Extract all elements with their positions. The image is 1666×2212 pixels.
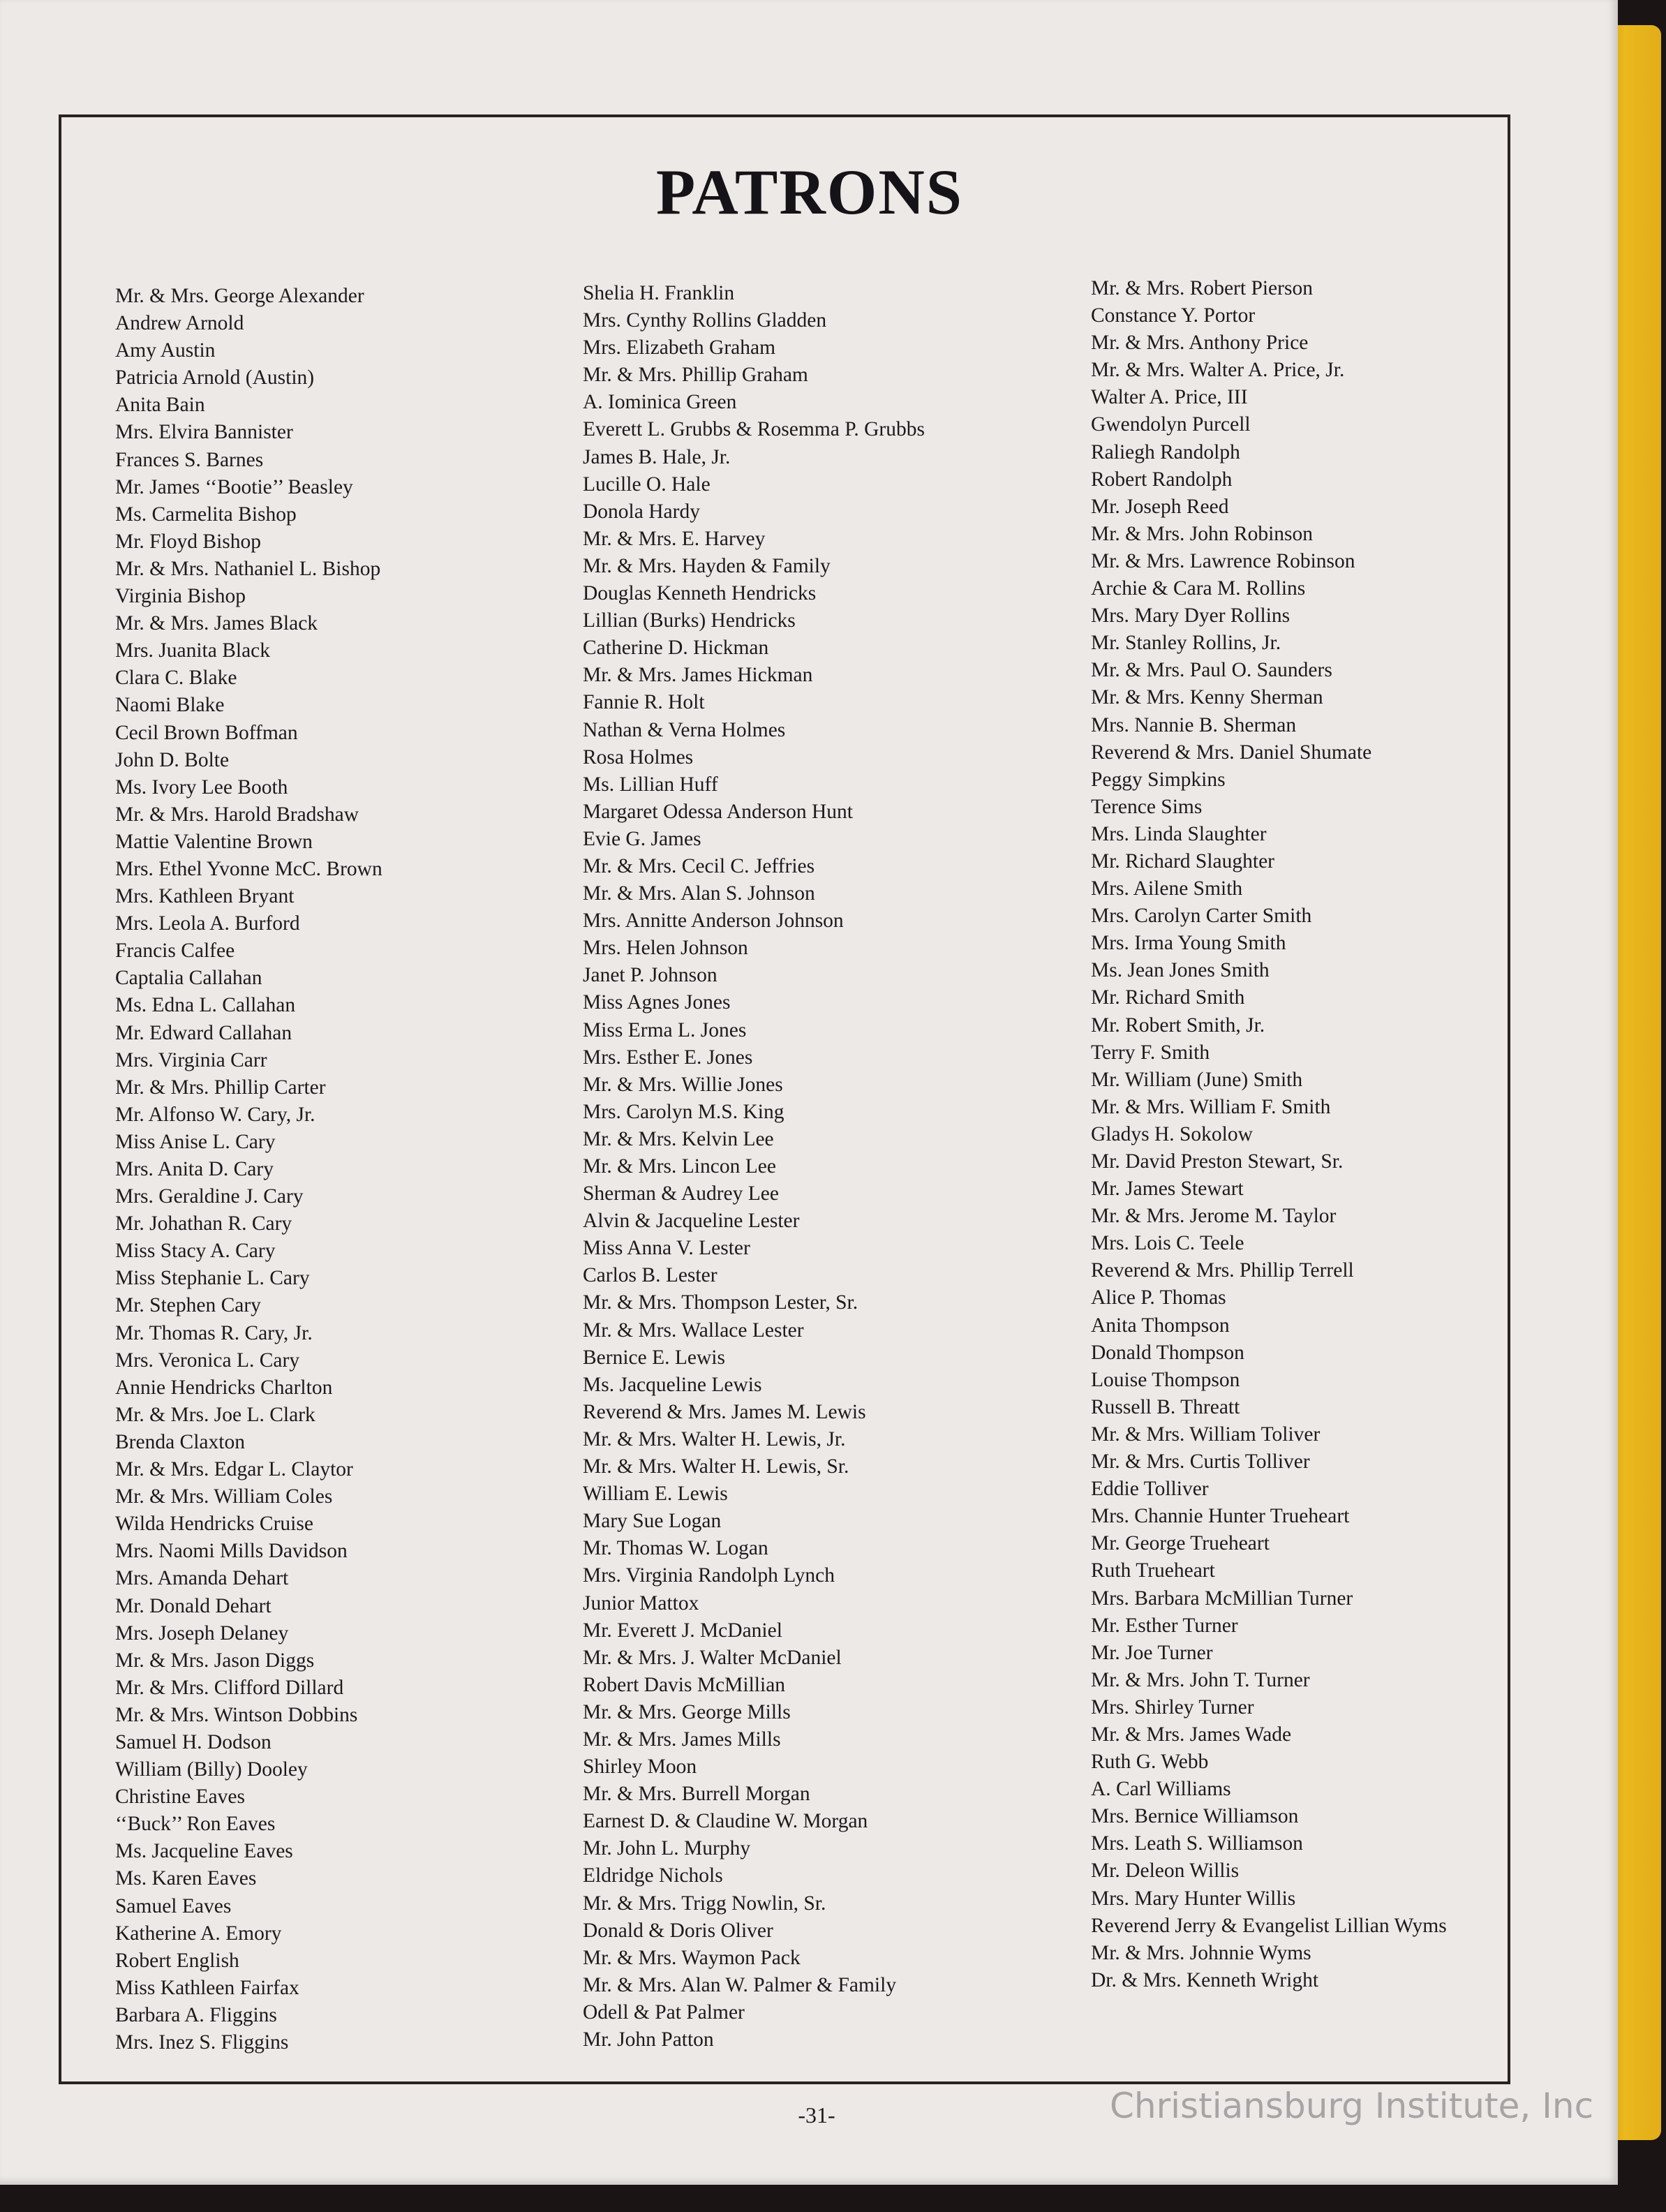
patron-name: Bernice E. Lewis: [583, 1346, 725, 1369]
patron-name: Mrs. Ailene Smith: [1091, 877, 1243, 900]
patron-name: Evie G. James: [583, 827, 701, 850]
patron-name: Mrs. Inez S. Fliggins: [115, 2031, 289, 2054]
patron-name: Mrs. Carolyn M.S. King: [583, 1100, 784, 1123]
patron-name: Earnest D. & Claudine W. Morgan: [583, 1810, 868, 1833]
patron-name: Mr. James Stewart: [1091, 1178, 1244, 1201]
patron-name: Mrs. Lois C. Teele: [1091, 1232, 1244, 1255]
patron-name: Mrs. Kathleen Bryant: [115, 885, 295, 908]
patron-name: Margaret Odessa Anderson Hunt: [583, 800, 853, 823]
patron-name: Mr. & Mrs. William Toliver: [1091, 1423, 1321, 1446]
patron-name: Mrs. Ethel Yvonne McC. Brown: [115, 857, 382, 880]
patron-name: Anita Bain: [115, 394, 205, 417]
patron-name: Brenda Claxton: [115, 1430, 245, 1453]
patron-name: Mrs. Virginia Randolph Lynch: [583, 1564, 835, 1587]
patron-name: Mr. & Mrs. Walter H. Lewis, Sr.: [583, 1455, 849, 1478]
patron-name: Mrs. Naomi Mills Davidson: [115, 1540, 348, 1563]
patron-name: Mr. & Mrs. Trigg Nowlin, Sr.: [583, 1892, 826, 1915]
patron-name: Sherman & Audrey Lee: [583, 1182, 779, 1205]
patron-name: Reverend & Mrs. Phillip Terrell: [1091, 1259, 1354, 1282]
patron-name: Donald & Doris Oliver: [583, 1919, 773, 1942]
patron-name: Mrs. Leola A. Burford: [115, 912, 300, 935]
patron-name: Mrs. Elizabeth Graham: [583, 336, 776, 359]
patron-name: Mrs. Elvira Bannister: [115, 421, 293, 444]
patron-name: Robert Davis McMillian: [583, 1673, 786, 1696]
patron-name: Mr. & Mrs. Paul O. Saunders: [1091, 659, 1332, 682]
patron-name: Archie & Cara M. Rollins: [1091, 577, 1306, 600]
patron-name: Mr. Donald Dehart: [115, 1594, 272, 1617]
patron-column-3: [1091, 275, 1447, 1994]
patron-name: Mr. Joe Turner: [1091, 1641, 1213, 1664]
patron-name: Naomi Blake: [115, 694, 225, 717]
patron-name: Louise Thompson: [1091, 1368, 1240, 1391]
patron-name: Mr. & Mrs. Walter H. Lewis, Jr.: [583, 1427, 846, 1450]
patron-name: Mrs. Mary Dyer Rollins: [1091, 604, 1291, 628]
patron-name: Miss Stacy A. Cary: [115, 1240, 276, 1263]
patron-name: Miss Agnes Jones: [583, 991, 731, 1014]
patron-name: Cecil Brown Boffman: [115, 721, 298, 744]
patron-name: Mrs. Carolyn Carter Smith: [1091, 905, 1312, 928]
patron-name: Miss Stephanie L. Cary: [115, 1267, 310, 1290]
patron-name: Mr. & Mrs. Thompson Lester, Sr.: [583, 1291, 858, 1314]
patron-name: Mr. & Mrs. George Mills: [583, 1700, 791, 1723]
patron-name: Mr. & Mrs. Cecil C. Jeffries: [583, 854, 815, 877]
patron-name: Russell B. Threatt: [1091, 1395, 1240, 1418]
patron-name: Shirley Moon: [583, 1756, 697, 1779]
patron-name: Janet P. Johnson: [583, 964, 717, 987]
patron-name: Lillian (Burks) Hendricks: [583, 609, 796, 632]
patron-name: Mrs. Barbara McMillian Turner: [1091, 1587, 1353, 1610]
patron-name: Mr. & Mrs. George Alexander: [115, 285, 364, 307]
patron-name: Junior Mattox: [583, 1591, 699, 1615]
patron-name: Mr. & Mrs. Burrell Morgan: [583, 1783, 810, 1806]
patron-name: Reverend Jerry & Evangelist Lillian Wyms: [1091, 1914, 1447, 1937]
patron-column-2: [583, 280, 925, 2054]
patron-name: Mr. & Mrs. Phillip Graham: [583, 364, 808, 387]
patron-name: Raliegh Randolph: [1091, 440, 1240, 463]
patron-name: Constance Y. Portor: [1091, 304, 1256, 327]
page-title: PATRONS: [656, 156, 963, 228]
patron-name: Ms. Jean Jones Smith: [1091, 959, 1270, 982]
patron-name: Mr. & Mrs. Harold Bradshaw: [115, 803, 359, 826]
patron-name: Mr. & Mrs. Willie Jones: [583, 1073, 783, 1096]
patron-name: Ms. Karen Eaves: [115, 1867, 257, 1890]
patron-name: Everett L. Grubbs & Rosemma P. Grubbs: [583, 418, 925, 441]
patron-name: Robert English: [115, 1949, 239, 1972]
patron-name: Amy Austin: [115, 339, 216, 362]
patron-name: Mrs. Irma Young Smith: [1091, 932, 1286, 955]
patron-name: Terry F. Smith: [1091, 1041, 1210, 1064]
patron-name: Mrs. Shirley Turner: [1091, 1695, 1254, 1719]
patron-name: Donola Hardy: [583, 500, 700, 523]
patron-name: Rosa Holmes: [583, 745, 694, 769]
patron-name: Anita Thompson: [1091, 1314, 1230, 1337]
patron-name: William E. Lewis: [583, 1483, 728, 1506]
patron-name: Mr. & Mrs. Walter A. Price, Jr.: [1091, 359, 1345, 382]
patron-name: Nathan & Verna Holmes: [583, 718, 786, 741]
patron-name: Mr. Edward Callahan: [115, 1021, 292, 1044]
patron-name: Ruth G. Webb: [1091, 1751, 1209, 1774]
patron-name: Mrs. Leath S. Williamson: [1091, 1832, 1303, 1855]
patron-name: James B. Hale, Jr.: [583, 445, 731, 468]
patron-name: Reverend & Mrs. James M. Lewis: [583, 1400, 866, 1423]
patron-name: Ms. Edna L. Callahan: [115, 994, 296, 1017]
patron-name: Mattie Valentine Brown: [115, 830, 313, 853]
patron-name: Shelia H. Franklin: [583, 282, 735, 304]
patron-name: Mr. John Patton: [583, 2028, 714, 2051]
patron-name: Mr. & Mrs. Kenny Sherman: [1091, 686, 1323, 709]
patron-name: Mr. Richard Slaughter: [1091, 849, 1274, 873]
patron-name: Carlos B. Lester: [583, 1264, 717, 1287]
patron-name: Annie Hendricks Charlton: [115, 1376, 333, 1399]
patron-name: Lucille O. Hale: [583, 473, 711, 496]
patron-name: Reverend & Mrs. Daniel Shumate: [1091, 741, 1372, 764]
patron-name: Alice P. Thomas: [1091, 1286, 1226, 1309]
patron-name: Douglas Kenneth Hendricks: [583, 582, 817, 605]
patron-name: William (Billy) Dooley: [115, 1758, 308, 1781]
patron-name: Mr. & Mrs. Waymon Pack: [583, 1946, 801, 1969]
patron-name: Mr. & Mrs. Jerome M. Taylor: [1091, 1205, 1337, 1228]
patron-name: Mr. Everett J. McDaniel: [583, 1619, 782, 1642]
patron-name: Mr. & Mrs. James Hickman: [583, 664, 813, 687]
page-number: -31-: [798, 2102, 835, 2128]
patron-name: Samuel H. Dodson: [115, 1730, 272, 1753]
patron-name: A. Iominica Green: [583, 391, 737, 414]
patron-name: Mr. David Preston Stewart, Sr.: [1091, 1150, 1344, 1173]
patron-name: Gwendolyn Purcell: [1091, 413, 1251, 436]
patron-name: Mr. & Mrs. James Black: [115, 612, 318, 635]
patron-name: Katherine A. Emory: [115, 1922, 282, 1945]
patron-name: Mr. & Mrs. Curtis Tolliver: [1091, 1450, 1310, 1474]
patron-name: Miss Kathleen Fairfax: [115, 1976, 299, 1999]
patron-name: Mr. & Mrs. Clifford Dillard: [115, 1676, 344, 1699]
patron-name: Mr. Thomas W. Logan: [583, 1537, 768, 1560]
patron-name: Mr. John L. Murphy: [583, 1837, 751, 1860]
patron-name: Mr. Stanley Rollins, Jr.: [1091, 632, 1281, 655]
patron-name: Mr. & Mrs. James Wade: [1091, 1723, 1292, 1746]
patron-name: Mrs. Virginia Carr: [115, 1048, 267, 1071]
patron-name: Mr. Deleon Willis: [1091, 1860, 1240, 1883]
patron-name: Mr. Floyd Bishop: [115, 530, 262, 553]
patron-name: Mr. & Mrs. Hayden & Family: [583, 554, 831, 577]
patron-name: Francis Calfee: [115, 940, 235, 963]
patron-name: Virginia Bishop: [115, 585, 246, 608]
patron-name: Gladys H. Sokolow: [1091, 1122, 1253, 1145]
patron-name: Mr. Alfonso W. Cary, Jr.: [115, 1103, 315, 1126]
patron-name: Mr. & Mrs. John T. Turner: [1091, 1668, 1310, 1691]
patron-name: Mrs. Joseph Delaney: [115, 1621, 289, 1645]
patron-name: Fannie R. Holt: [583, 691, 705, 714]
patron-name: Wilda Hendricks Cruise: [115, 1513, 313, 1536]
patron-name: Ms. Carmelita Bishop: [115, 503, 297, 526]
patron-name: Mr. & Mrs. William Coles: [115, 1485, 333, 1508]
patron-name: Ms. Lillian Huff: [583, 773, 718, 796]
patron-name: Mr. & Mrs. Anthony Price: [1091, 332, 1309, 355]
patron-name: Mr. & Mrs. Jason Diggs: [115, 1649, 315, 1672]
patron-name: Mr. & Mrs. Robert Pierson: [1091, 277, 1313, 299]
patron-name: Mrs. Anita D. Cary: [115, 1158, 274, 1180]
patron-name: Mr. & Mrs. E. Harvey: [583, 527, 766, 550]
patron-name: Mr. & Mrs. Alan W. Palmer & Family: [583, 1973, 897, 1996]
patron-name: Mrs. Juanita Black: [115, 639, 271, 662]
patron-name: Mrs. Nannie B. Sherman: [1091, 713, 1297, 736]
patron-name: Mr. & Mrs. John Robinson: [1091, 522, 1313, 545]
patron-name: Mrs. Linda Slaughter: [1091, 822, 1267, 845]
patron-name: Mr. & Mrs. J. Walter McDaniel: [583, 1646, 842, 1669]
patron-name: Robert Randolph: [1091, 468, 1233, 491]
patron-name: Mr. & Mrs. Edgar L. Claytor: [115, 1458, 353, 1481]
watermark: Christiansburg Institute, Inc: [1110, 2086, 1594, 2126]
patron-name: Catherine D. Hickman: [583, 637, 769, 660]
patron-name: John D. Bolte: [115, 748, 230, 771]
patron-name: Mr. James ‘‘Bootie’’ Beasley: [115, 475, 353, 498]
patron-name: Miss Anna V. Lester: [583, 1237, 750, 1260]
patron-name: Mr. Thomas R. Cary, Jr.: [115, 1321, 313, 1344]
patron-name: Mr. & Mrs. Wallace Lester: [583, 1319, 804, 1342]
patron-name: Mrs. Annitte Anderson Johnson: [583, 910, 844, 933]
patron-name: Captalia Callahan: [115, 967, 262, 990]
patron-name: Mrs. Veronica L. Cary: [115, 1349, 300, 1372]
patron-name: Mr. & Mrs. Lawrence Robinson: [1091, 549, 1355, 572]
patron-name: Ruth Trueheart: [1091, 1559, 1215, 1582]
patron-name: Mr. & Mrs. Joe L. Clark: [115, 1403, 315, 1426]
patron-name: Eddie Tolliver: [1091, 1478, 1209, 1501]
patron-name: Barbara A. Fliggins: [115, 2003, 277, 2026]
patron-name: Christine Eaves: [115, 1786, 245, 1809]
patron-name: Ms. Jacqueline Eaves: [115, 1840, 293, 1863]
patron-name: Mr. & Mrs. William F. Smith: [1091, 1095, 1331, 1118]
patron-name: Miss Anise L. Cary: [115, 1130, 276, 1153]
patron-name: Mr. & Mrs. Phillip Carter: [115, 1076, 326, 1099]
patron-name: Donald Thompson: [1091, 1341, 1244, 1364]
patron-name: ‘‘Buck’’ Ron Eaves: [115, 1813, 276, 1836]
patron-name: Mr. & Mrs. James Mills: [583, 1728, 781, 1751]
patron-name: Odell & Pat Palmer: [583, 2001, 745, 2024]
patron-name: Mr. & Mrs. Kelvin Lee: [583, 1127, 774, 1150]
patron-name: Mary Sue Logan: [583, 1510, 722, 1533]
patron-name: Mr. & Mrs. Wintson Dobbins: [115, 1703, 358, 1726]
patron-name: Terence Sims: [1091, 795, 1203, 818]
patron-name: Clara C. Blake: [115, 667, 237, 690]
patron-name: Mrs. Channie Hunter Trueheart: [1091, 1505, 1350, 1528]
patron-column-1: [115, 283, 382, 2056]
patron-name: Miss Erma L. Jones: [583, 1018, 747, 1041]
patron-name: Andrew Arnold: [115, 312, 244, 335]
patron-name: Mrs. Cynthy Rollins Gladden: [583, 309, 827, 332]
patron-name: Mr. George Trueheart: [1091, 1532, 1270, 1555]
patron-name: Mrs. Esther E. Jones: [583, 1046, 753, 1069]
patron-name: Mr. & Mrs. Johnnie Wyms: [1091, 1941, 1311, 1964]
patron-name: Ms. Jacqueline Lewis: [583, 1373, 762, 1396]
patron-name: Mrs. Helen Johnson: [583, 937, 748, 960]
patron-name: Mr. William (June) Smith: [1091, 1068, 1303, 1091]
patron-name: Mr. Johathan R. Cary: [115, 1212, 292, 1235]
patron-name: Mr. Esther Turner: [1091, 1614, 1238, 1637]
patron-name: Alvin & Jacqueline Lester: [583, 1210, 800, 1233]
patron-name: Mr. Joseph Reed: [1091, 495, 1229, 518]
patron-name: Mrs. Mary Hunter Willis: [1091, 1887, 1296, 1910]
patron-name: Samuel Eaves: [115, 1894, 232, 1917]
patron-name: Mr. Robert Smith, Jr.: [1091, 1014, 1265, 1037]
patron-name: Mrs. Amanda Dehart: [115, 1567, 289, 1590]
patron-name: Eldridge Nichols: [583, 1864, 723, 1887]
patron-name: Mr. Stephen Cary: [115, 1294, 261, 1317]
patron-name: Peggy Simpkins: [1091, 768, 1226, 791]
patron-name: Mrs. Bernice Williamson: [1091, 1805, 1299, 1828]
patron-name: Walter A. Price, III: [1091, 386, 1248, 409]
patron-name: Patricia Arnold (Austin): [115, 366, 315, 389]
patron-name: Mrs. Geraldine J. Cary: [115, 1185, 304, 1208]
patron-name: Ms. Ivory Lee Booth: [115, 775, 288, 799]
patron-name: Mr. Richard Smith: [1091, 986, 1245, 1009]
patron-name: Frances S. Barnes: [115, 448, 264, 471]
patron-name: Mr. & Mrs. Lincon Lee: [583, 1155, 776, 1178]
patron-name: Dr. & Mrs. Kenneth Wright: [1091, 1968, 1319, 1991]
patron-name: Mr. & Mrs. Alan S. Johnson: [583, 882, 815, 905]
patron-name: Mr. & Mrs. Nathaniel L. Bishop: [115, 557, 381, 580]
patron-name: A. Carl Williams: [1091, 1778, 1231, 1801]
